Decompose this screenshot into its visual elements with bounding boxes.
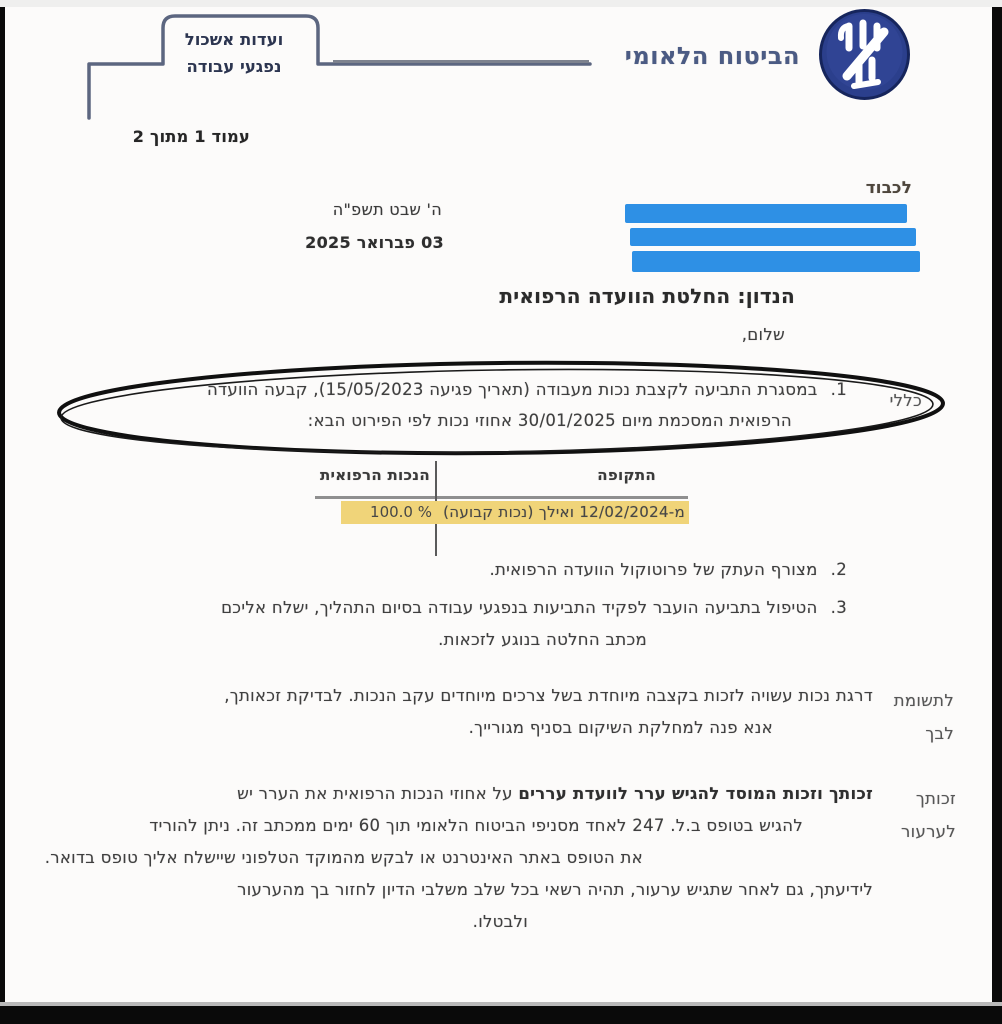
department-name-line1: ועדות אשכול [184,30,284,49]
item-2-text: מצורף העתק של פרוטוקול הוועדה הרפואית. [489,560,818,579]
gregorian-date: 03 פברואר 2025 [305,233,444,252]
margin-label-attention [878,684,954,750]
redaction-bar [630,228,916,246]
table-cell-disability: 100.0 % [370,503,432,521]
appeal-line-1-rest: על אחוזי הנכות הרפואית את הערר יש [237,784,519,803]
department-name-line2: נפגעי עבודה [186,57,282,76]
redaction-bar [632,251,920,272]
appeal-line-5: ולבטלו. [472,912,528,931]
margin-label-appeal-line1: זכותך [915,789,956,808]
table-cell-period: מ-12/02/2024 ואילך (נכות קבועה) [443,503,685,521]
item-3-text-line1: הטיפול בתביעה הועבר לפקיד התביעות בנפגעי עבודה בסיום התהליך, ישלח אליכם [221,598,818,617]
item-1-line-2: הרפואית המסכמת מיום 30/01/2025 אחוזי נכות לפי הפירוט הבא: [307,411,792,430]
item-1-line-1 [65,380,847,399]
org-name: הביטוח הלאומי [624,42,800,70]
photo-edge-bottom [0,1006,1002,1024]
table-header-disability: הנכות הרפואית [319,466,430,484]
item-3-line-1 [65,598,847,617]
appeal-line-3: את הטופס באתר האינטרנט או לבקש מהמוקד הטלפוני שיישלח אליך טופס בדואר. [44,848,643,867]
photo-edge-right [992,0,1002,1008]
appeal-line-1 [60,784,873,803]
margin-label-appeal [876,782,956,848]
item-3-line-2: מכתב החלטה בנוגע לזכאות. [438,630,647,649]
margin-label-appeal-line2: לערעור [901,822,956,841]
department-name [168,26,300,80]
attention-line-1: דרגת נכות עשויה לזכות בקצבה מיוחדת בשל צרכים מיוחדים עקב הנכות. לבדיקת זכאותך, [224,686,873,705]
margin-label-attention-line1: לתשומת [893,691,954,710]
hebrew-date: ה' שבט תשפ"ה [332,200,442,219]
subject-line: הנדון: החלטת הוועדה הרפואית [499,284,795,308]
appeal-line-2: להגיש בטופס ב.ל. 247 לאחד מסניפי הביטוח הלאומי תוך 60 ימים ממכתב זה. ניתן להוריד [149,816,803,835]
appeal-line-4: לידיעתך, גם לאחר שתגיש ערעור, תהיה רשאי בכל שלב משלבי הדיון לחזור בך מהערעור [237,880,873,899]
redaction-bar [625,204,907,223]
table-header-period: התקופה [597,466,656,484]
attention-line-2: אנא פנה למחלקת השיקום בסניף מגורייך. [468,718,773,737]
margin-label-general: כללי [889,391,922,410]
header-divider [333,60,589,63]
bituach-leumi-logo-icon [818,8,911,101]
letterhead-tab-outline [80,6,600,126]
item-2-number: 2. [830,560,847,579]
item-1-text-line1: במסגרת התביעה לקצבת נכות מעבודה (תאריך פגיעה 15/05/2023), קבעה הוועדה [206,380,818,399]
margin-label-attention-line2: לבך [925,724,954,743]
item-2-line [65,560,847,579]
photo-edge-left [0,0,5,1008]
table-header-rule [315,496,688,499]
item-1-number: 1. [830,380,847,399]
recipient-to-label: לכבוד [865,178,912,197]
pen-circle-annotation [45,355,957,463]
greeting: שלום, [741,325,785,344]
appeal-line-1-bold: זכותך וזכות המוסד להגיש ערר לוועדת עררים [518,784,873,803]
item-3-number: 3. [830,598,847,617]
page-number: עמוד 1 מתוך 2 [132,127,250,146]
